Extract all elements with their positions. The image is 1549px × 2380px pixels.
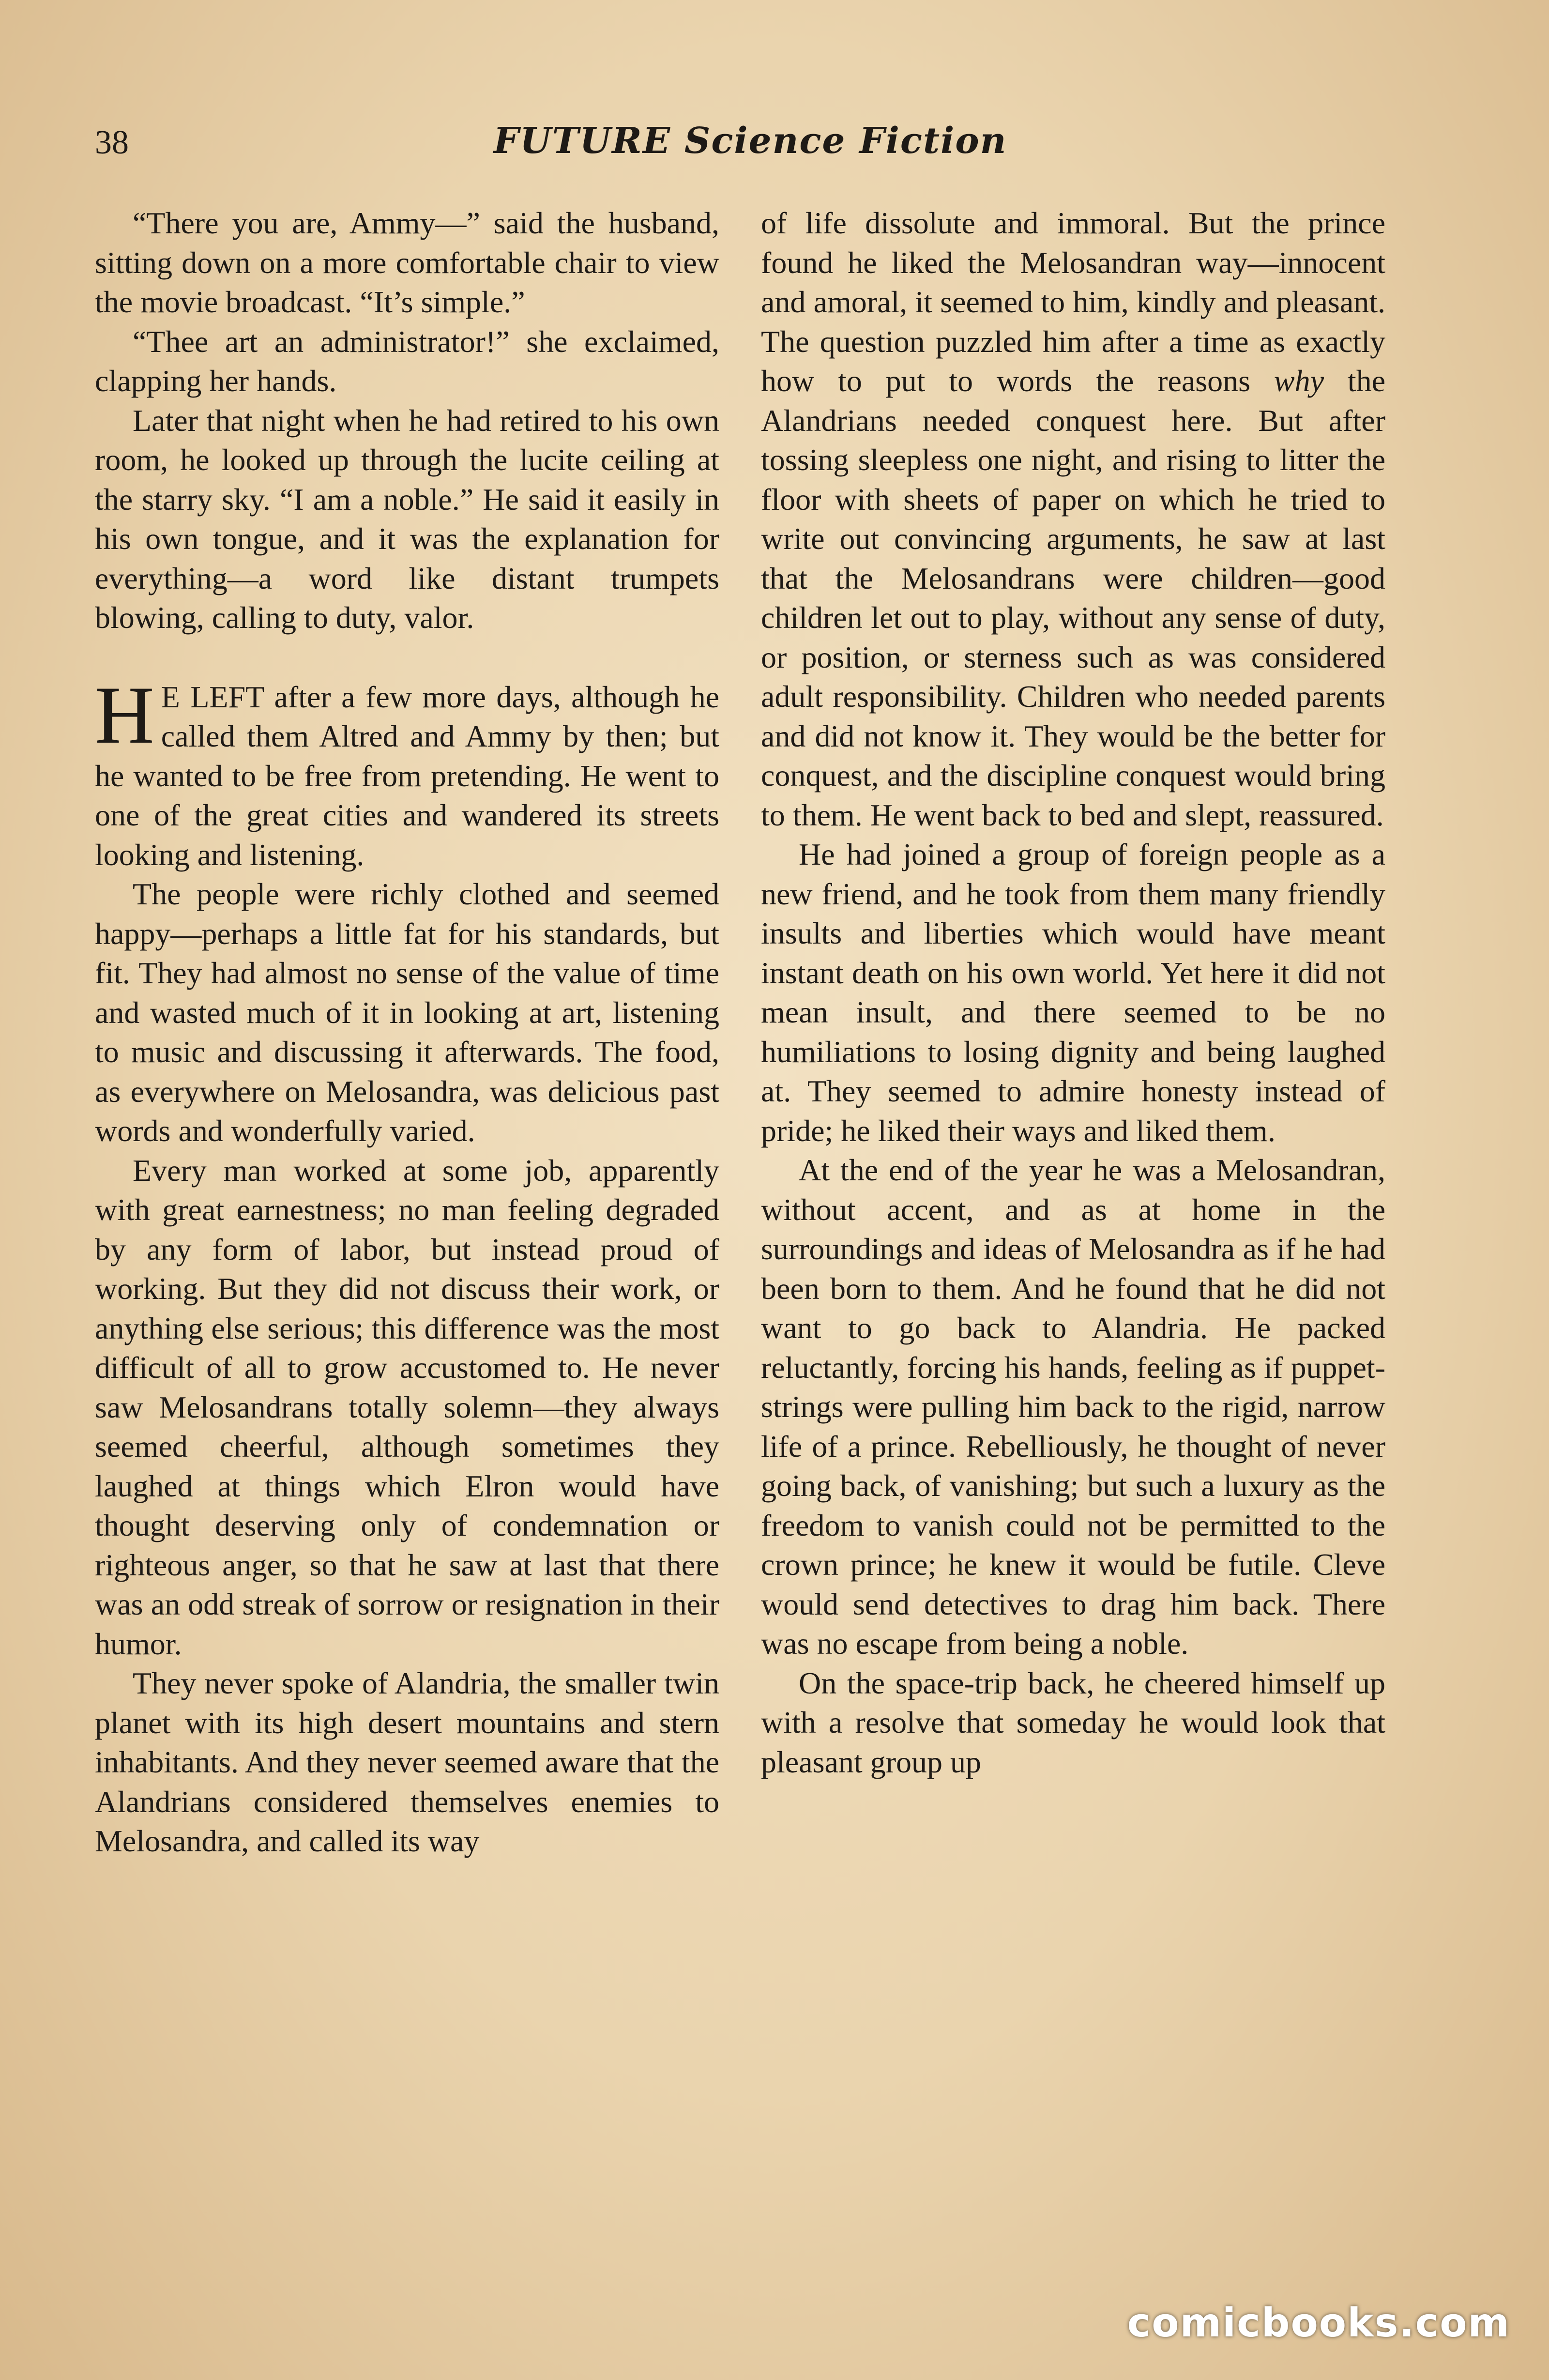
paragraph: Every man worked at some job, apparently with great earnestness; no man feeling degraded by any form of labor, but instead proud of working. But they did not discuss their work, or anything else serious; this difference was the most difficult of all to grow accustomed to. He never saw Melosandrans totally solemn—they always seemed cheerful, although sometimes they laughed at things which Elron would have thought deserving only of condemnation or righteous anger, so that he saw at last that there was an odd streak of sorrow or resignation in their humor. xyxy=(95,1153,719,1661)
paragraph-text: E LEFT after a few more days, although he called them Altred and Ammy by then; but he wanted to be free from pretending. He went to one of the great cities and wandered its streets looking and listening. xyxy=(95,679,719,872)
paragraph xyxy=(761,203,1385,835)
paragraph: “There you are, Ammy—” said the husband, sitting down on a more comfortable chair to view the movie broadcast. “It’s simple.” xyxy=(95,206,719,319)
section-break xyxy=(95,638,719,677)
paragraph: He had joined a group of foreign people as a new friend, and he took from them many friendly insults and liberties which would have meant instant death on his own world. Yet here it did not mean insult, and there seemed to be no humiliations to losing dignity and being laughed at. They seemed to admire honesty instead of pride; he liked their ways and liked them. xyxy=(761,837,1385,1148)
paragraph: At the end of the year he was a Melosandran, without accent, and as at home in the surroundings and ideas of Melosandra as if he had been born to them. And he found that he did not want to go back to Alandria. He packed reluctantly, forcing his hands, feeling as if puppet-strings were pulling him back to the rigid, narrow life of a prince. Rebelliously, he thought of never going back, of vanishing; but such a luxury as the freedom to vanish could not be permitted to the crown prince; he knew it would be futile. Cleve would send detectives to drag him back. There was no escape from being a noble. xyxy=(761,1153,1385,1661)
drop-cap: H xyxy=(95,669,154,761)
running-head: FUTURE Science Fiction xyxy=(493,120,1007,162)
right-column xyxy=(761,203,1385,2256)
paragraph: The people were richly clothed and seemed happy—perhaps a little fat for his standards, but fit. They had almost no sense of the value of time and wasted much of it in looking at art, listening to music and discussing it afterwards. The food, as everywhere on Melosandra, was delicious past words and wonderfully varied. xyxy=(95,877,719,1148)
watermark: comicbooks.com xyxy=(1127,2300,1510,2346)
section-opening-paragraph xyxy=(95,669,719,875)
left-column xyxy=(95,203,719,2256)
page-number: 38 xyxy=(95,124,129,161)
emphasis: why xyxy=(1274,364,1324,398)
paragraph: On the space-trip back, he cheered himself up with a resolve that someday he would look that pleasant group up xyxy=(761,1665,1385,1779)
paragraph: They never spoke of Alandria, the smaller twin planet with its high desert mountains and stern inhabitants. And they never seemed aware that the Alandrians considered themselves enemies to Melosandra, and called its way xyxy=(95,1666,719,1858)
paragraph-text: the Alandrians needed conquest here. But after tossing sleepless one night, and rising to litter the floor with sheets of paper on which he tried to write out convincing arguments, he saw at last that the Melosandrans were children—good children let out to play, without any sense of duty, or position, or sterness such as was considered adult responsibility. Children who needed parents and did not know it. They would be the better for conquest, and the discipline conquest would bring to them. He went back to bed and slept, reassured. xyxy=(761,364,1385,832)
paragraph-text: of life dissolute and immoral. But the prince found he liked the Melosandran way—innocent and amoral, it seemed to him, kindly and pleasant. The question puzzled him after a time as exactly how to put to words the reasons xyxy=(761,206,1385,398)
paragraph: “Thee art an administrator!” she exclaimed, clapping her hands. xyxy=(95,324,719,398)
paragraph: Later that night when he had retired to his own room, he looked up through the lucite ceiling at the starry sky. “I am a noble.” He said it easily in his own tongue, and it was the explanation for everything—a word like distant trumpets blowing, calling to duty, valor. xyxy=(95,403,719,635)
